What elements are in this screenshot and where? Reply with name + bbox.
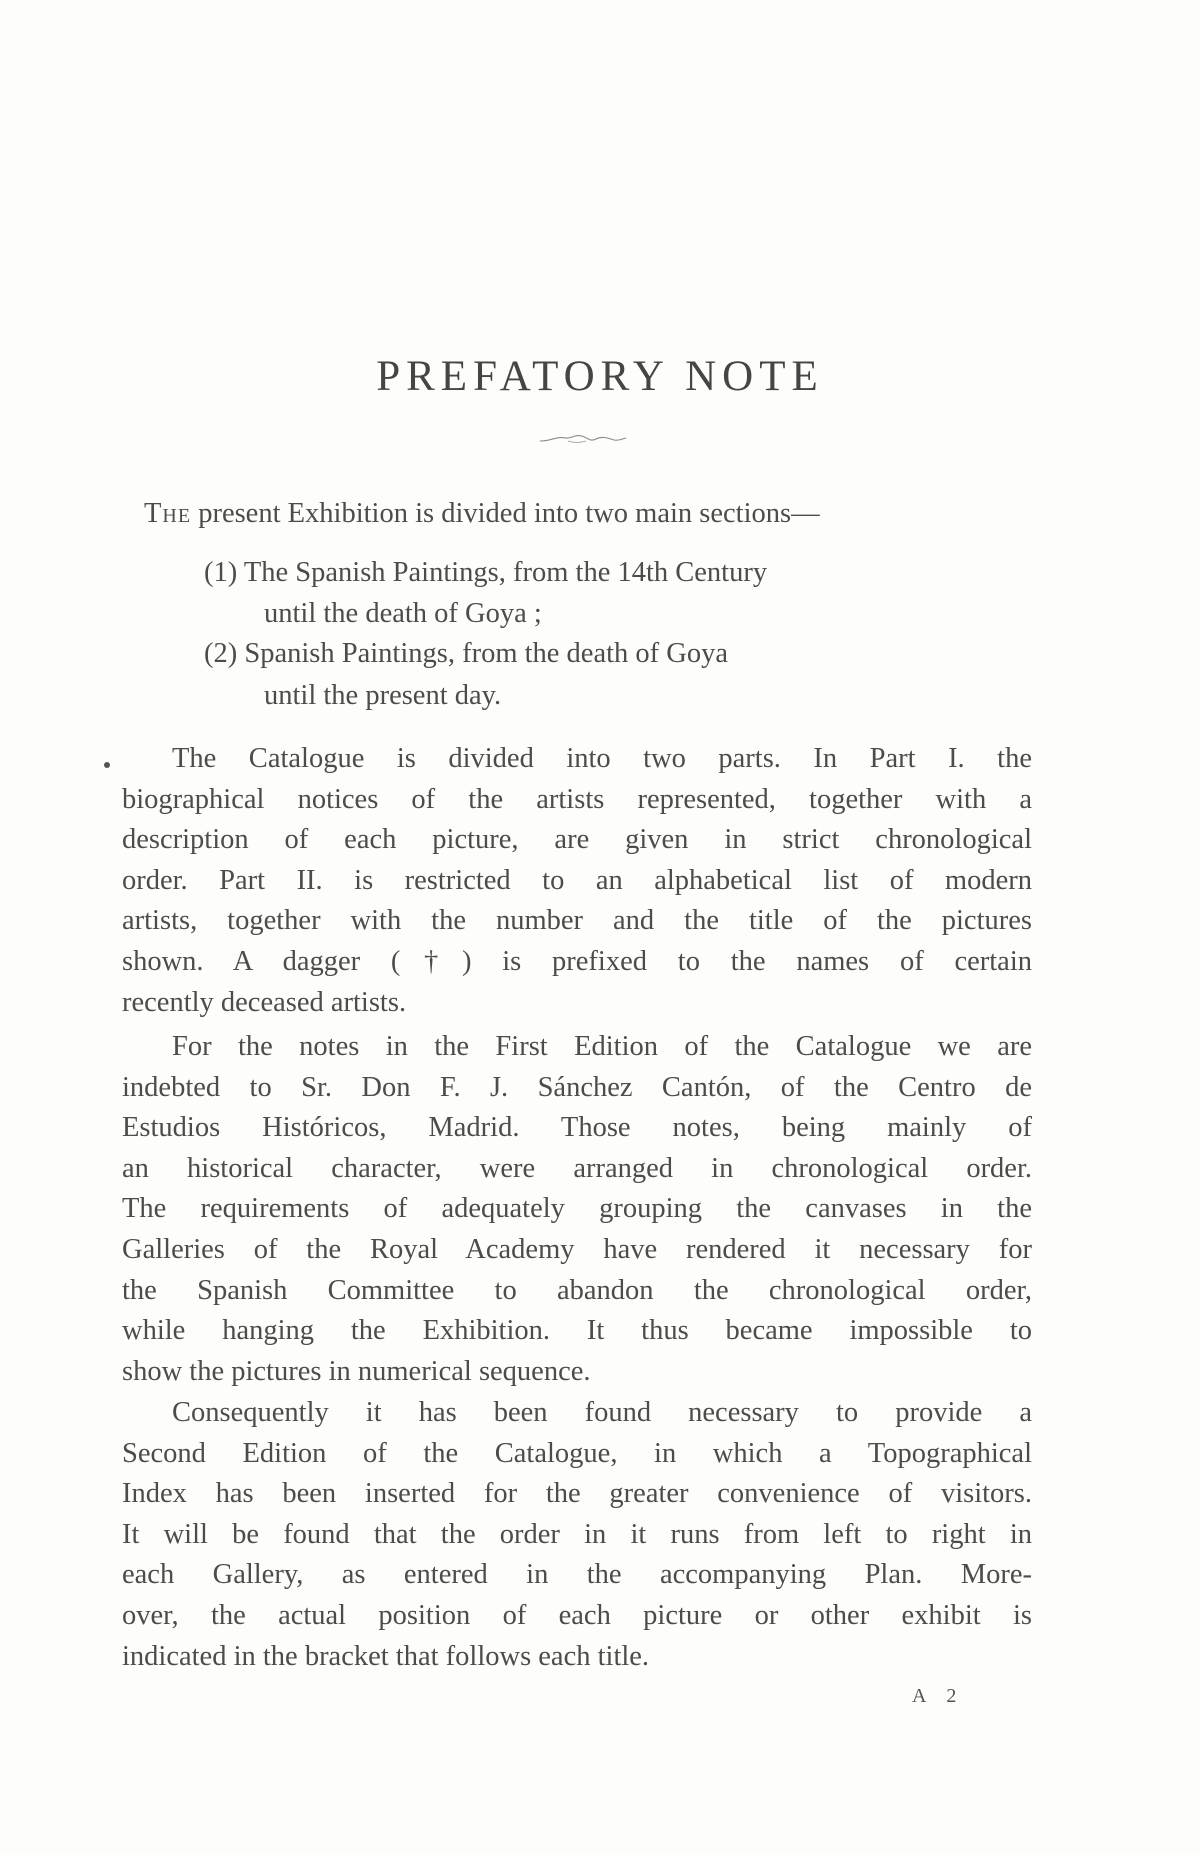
ornament-flourish <box>538 432 628 446</box>
page-title: PREFATORY NOTE <box>376 353 824 400</box>
paragraph-line: description of each picture, are given in strict chronological <box>122 824 1032 856</box>
stray-dot-mark <box>104 762 110 768</box>
paragraph-line: Estudios Históricos, Madrid. Those notes, being mainly of <box>122 1112 1032 1144</box>
paragraph-line: shown. A dagger (†) is prefixed to the names of certain <box>122 945 1032 977</box>
paragraph-line: show the pictures in numerical sequence. <box>122 1355 591 1387</box>
paragraph-line: biographical notices of the artists represented, together with a <box>122 783 1032 815</box>
paragraph-line: Consequently it has been found necessary to provide a <box>172 1397 1032 1428</box>
paragraph-line: The Catalogue is divided into two parts. In Part I. the <box>172 743 1032 774</box>
section-1-line-1: (1) The Spanish Paintings, from the 14th Century <box>204 557 768 588</box>
paragraph-line: It will be found that the order in it runs from left to right in <box>122 1518 1032 1550</box>
intro-line <box>144 494 1024 535</box>
paragraph-line: while hanging the Exhibition. It thus became impossible to <box>122 1315 1032 1347</box>
section-2-line-1: (2) Spanish Paintings, from the death of Goya <box>204 638 728 669</box>
paragraph-line: Galleries of the Royal Academy have rendered it necessary for <box>122 1233 1032 1265</box>
paragraph-line: indebted to Sr. Don F. J. Sánchez Cantón, of the Centro de <box>122 1071 1032 1103</box>
paragraph-first-edition <box>122 1027 1032 1392</box>
section-2-line-2: until the present day. <box>264 680 502 711</box>
paragraph-line: the Spanish Committee to abandon the chronological order, <box>122 1274 1032 1306</box>
intro-lead-word: The <box>144 498 192 529</box>
paragraph-second-edition <box>122 1393 1032 1677</box>
section-1-line-2: until the death of Goya ; <box>264 598 542 629</box>
paragraph-line: The requirements of adequately grouping the canvases in the <box>122 1193 1032 1225</box>
intro-text: present Exhibition is divided into two main sections— <box>191 498 820 529</box>
paragraph-line: an historical character, were arranged in chronological order. <box>122 1152 1032 1184</box>
paragraph-line: Index has been inserted for the greater convenience of visitors. <box>122 1478 1032 1510</box>
paragraph-line: over, the actual position of each picture or other exhibit is <box>122 1599 1032 1631</box>
signature-mark: A 2 <box>912 1685 965 1707</box>
paragraph-line: each Gallery, as entered in the accompanying Plan. More- <box>122 1559 1032 1591</box>
paragraph-line: For the notes in the First Edition of the Catalogue we are <box>172 1031 1032 1062</box>
paragraph-line: indicated in the bracket that follows each title. <box>122 1640 650 1672</box>
paragraph-line: recently deceased artists. <box>122 986 407 1018</box>
paragraph-line: Second Edition of the Catalogue, in which a Topographical <box>122 1437 1032 1469</box>
paragraph-line: order. Part II. is restricted to an alphabetical list of modern <box>122 864 1032 896</box>
paragraph-line: artists, together with the number and the title of the pictures <box>122 905 1032 937</box>
paragraph-catalogue-parts <box>122 739 1032 1023</box>
